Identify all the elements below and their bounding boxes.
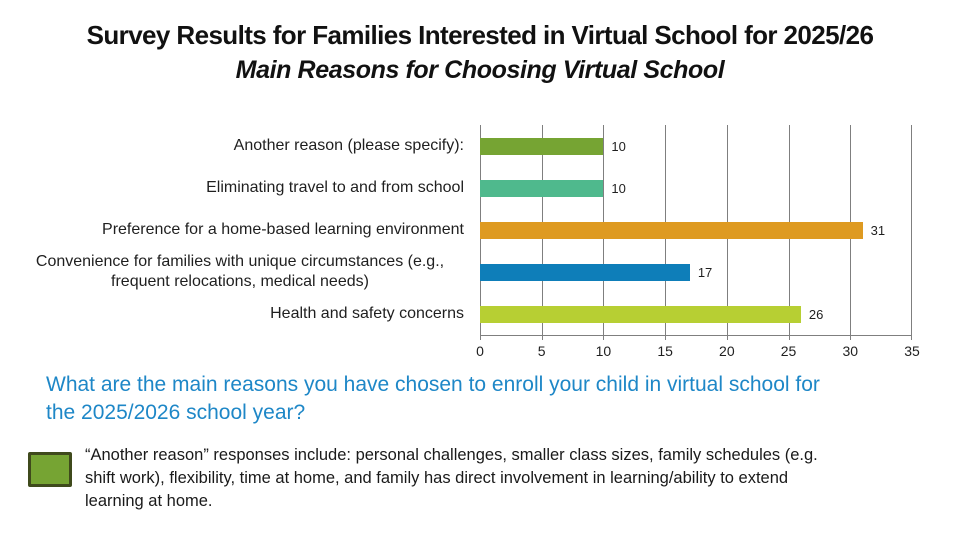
page-subtitle: Main Reasons for Choosing Virtual School bbox=[235, 56, 725, 84]
category-label-home-based: Preference for a home-based learning environment bbox=[102, 221, 464, 238]
category-axis bbox=[16, 125, 464, 335]
x-axis-line bbox=[480, 335, 912, 336]
bar-unique-circumstances bbox=[480, 264, 690, 281]
x-tick-20: 20 bbox=[719, 343, 735, 359]
bar-health-safety bbox=[480, 306, 801, 323]
bar-value-label: 26 bbox=[808, 306, 824, 322]
note-line3: learning at home. bbox=[85, 492, 213, 510]
x-tick-15: 15 bbox=[657, 343, 673, 359]
bar-eliminating-travel bbox=[480, 180, 603, 197]
x-tick-10: 10 bbox=[595, 343, 612, 359]
bar-home-based bbox=[480, 222, 863, 239]
page-title: Survey Results for Families Interested in Virtual School for 2025/26 bbox=[86, 20, 874, 50]
bar-value-label: 10 bbox=[611, 180, 626, 196]
bar-value-label: 31 bbox=[870, 222, 886, 238]
bar-row bbox=[480, 293, 912, 335]
x-tick-35: 35 bbox=[904, 343, 920, 359]
category-label-unique-circumstances: Convenience for families with unique circumstances (e.g., frequent relocations, medical needs) bbox=[35, 253, 445, 290]
category-label-eliminating-travel: Eliminating travel to and from school bbox=[206, 179, 464, 196]
bar-row bbox=[480, 167, 912, 209]
legend-swatch bbox=[28, 452, 72, 487]
category-label-health-safety: Health and safety concerns bbox=[270, 305, 464, 322]
survey-question bbox=[46, 371, 951, 426]
note-line2: shift work), flexibility, time at home, and family has direct involvement in learning/ability to extend bbox=[85, 469, 789, 487]
bar-value-label: 17 bbox=[697, 264, 713, 280]
bar-row bbox=[480, 125, 912, 167]
survey-question-line1: What are the main reasons you have chosen to enroll your child in virtual school for bbox=[46, 373, 820, 396]
bar-row bbox=[480, 209, 912, 251]
x-axis-tick-labels bbox=[476, 343, 920, 361]
x-tick-30: 30 bbox=[842, 343, 859, 359]
bar-row bbox=[480, 251, 912, 293]
bar-another-reason bbox=[480, 138, 603, 155]
x-tick-0: 0 bbox=[476, 343, 484, 359]
x-tick-25: 25 bbox=[780, 343, 797, 359]
another-reason-note bbox=[85, 444, 945, 513]
plot-area bbox=[480, 125, 912, 335]
survey-question-line2: the 2025/2026 school year? bbox=[46, 400, 306, 424]
x-tick-5: 5 bbox=[537, 343, 546, 359]
category-label-another-reason: Another reason (please specify): bbox=[233, 137, 464, 154]
bar-value-label: 10 bbox=[611, 138, 626, 154]
note-line1: “Another reason” responses include: personal challenges, smaller class sizes, family schedules (e.g. bbox=[85, 446, 818, 464]
